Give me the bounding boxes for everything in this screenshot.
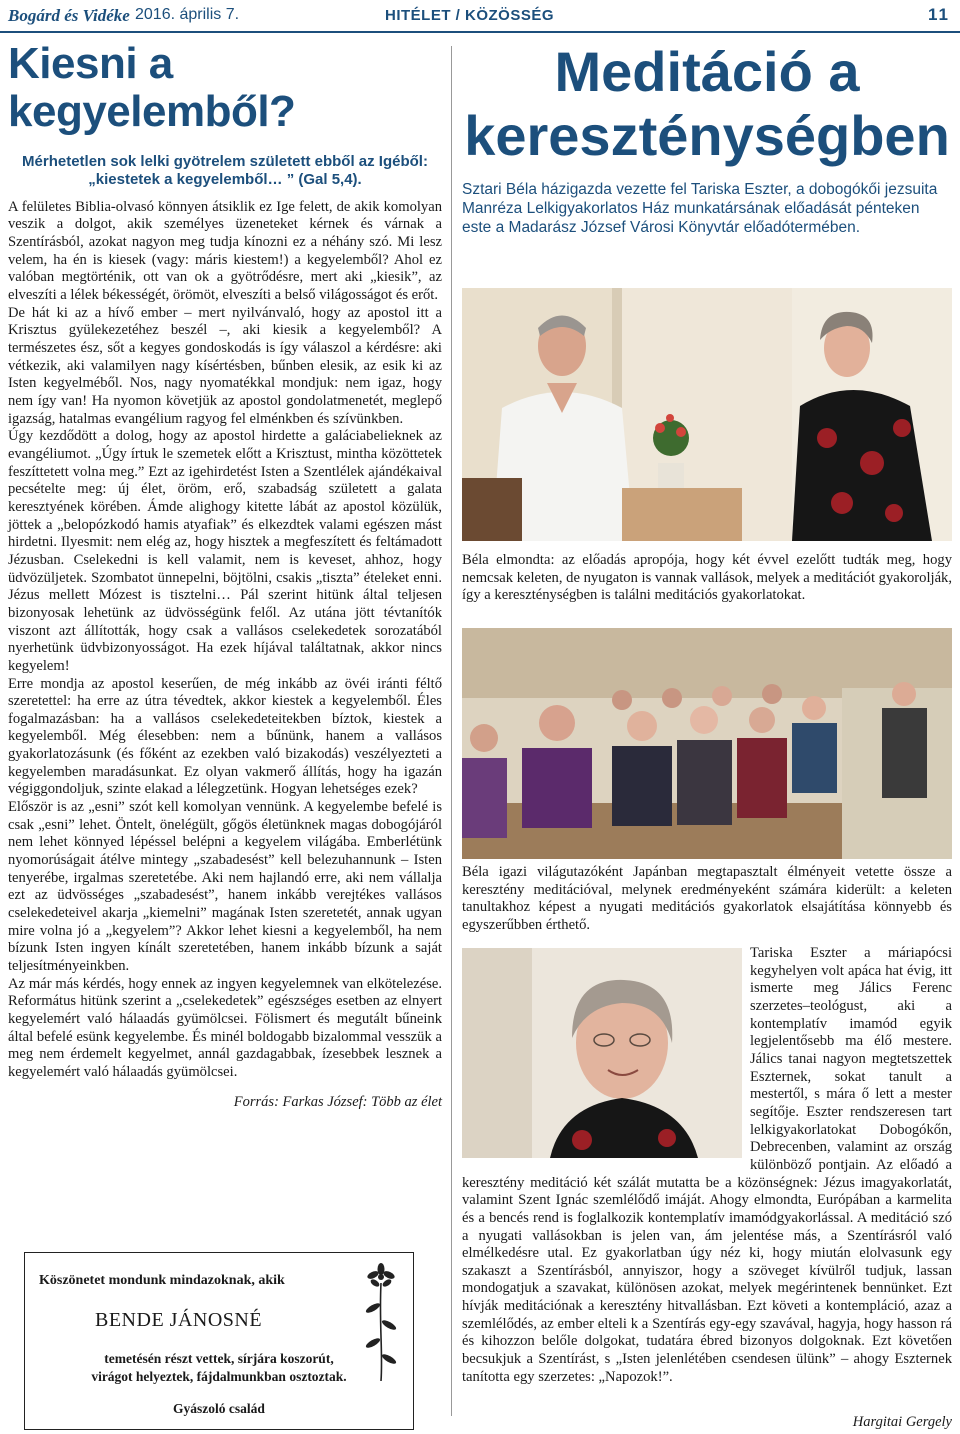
memorial-thanks-line: temetésén részt vettek, sírjára koszorút, — [104, 1351, 334, 1366]
issue-date: 2016. április 7. — [135, 6, 240, 23]
paragraph: Tariska Eszter a máriapócsi kegyhelyen volt apáca hat évig, itt ismerte meg Jálics Ferenc szerzetes–teológust, aki a kontemplatív imamód egyik legjelentősebb ma élő mestere. Jálics tanai nagyon megtetszettek Eszternek, sokat tanult a mestertől, s mára ő lett a mester segítője. Eszter rendszeresen tart lelkigyakorlatokat Dobogókőn, Debrecenben, valamint az ország különböző pontjain. Az előadó a keresztény meditáció két szálát mutatta be a közönségnek: Jézus imagyakorlatát, valamint Szent Ignác szemlélődő imáját. Ahogy elmondta, Európában a karmelita és a bencés rend is foglalkozik kontemplatív imamódgyakorlással. A meditáció szó a nyugati vallásokban is jelen van, ám jelentése más, a Szentírásról való elmélkedésre utal. Ez gyakorlatban úgy néz ki, hogy miután elolvasunk egy szakaszt a Szentírásból, annyiszor, hogy a szöveget kívülről tudjuk, lassan mondogatjuk a szavakat, különösen azokat, melyek megérintenek bennünket. Ezt hívják meditációnak a keresztény hitvallásban. Ezt követi a kontempláció, azaz a szemlélődés, az ember elteli k a Szentírás egy-egy szavával, hagyja, hogy hasson rá és kihozzon belőle dolgokat, tudatára ébred bizonyos dolgoknak. Ezt követően becsukjuk a Szentírást, s „Isten jelenlétében csendesen ülünk” – ahogy Eszternek tanította egy szerzetes: „Napozok!”. — [462, 945, 952, 1385]
paragraph: De hát ki az a hívő ember – mert nyilvánvaló, hogy az apostol itt a Krisztus gyülekezetéhez beszél –, aki kiesik a kegyelemből? A természetes ész, sőt a kegyes gondoskodás is így válaszol a kérdésre: aki vétkezik, aki valamilyen nagy kísértésben, bűnben elesik, az esik ki az Isten kegyelméből. Nos, nagy nyomatékkal mondjuk: nem igaz, hogy nem így van! Ha nyomon követjük az apostol gondolatmenetét, meglepő igazság, hatalmas evangélium ragyog fel elménkben és szívünkben. — [8, 304, 442, 427]
audience-photo — [462, 628, 952, 859]
left-article — [8, 40, 442, 1111]
memorial-thanks-line: virágot helyeztek, fájdalmunkban osztoztak. — [91, 1368, 347, 1384]
paragraph: A felületes Biblia-olvasó könnyen átsiklik ez Ige felett, de akik komolyan veszik a dolgot, akik személyes üzeneteket kérnek és várnak a Szentírásból, azokat nagyon meg tudja kínozni ez a néhány szó. Mi lesz velem, ha én is kiesek (vagy: máris kiestem!) a kegyelemből? Ahol ez valóban megtörténik, ott van ok a gyötrődésre, mert aki „kiesik”, az elveszíti a lélek békességét, örömöt, elveszíti a belső világosságot és erőt. — [8, 198, 442, 304]
right-article-header — [462, 40, 952, 238]
newspaper-name: Bogárd és Vidéke — [8, 6, 130, 25]
memorial-name: BENDE JÁNOSNÉ — [95, 1309, 263, 1331]
paragraph: Úgy kezdődött a dolog, hogy az apostol hirdette a galáciabelieknek az evangéliumot. „Úgy írtuk le szemetek előtt a Krisztust, mintha közöttetek feszíttetett volna meg.” Ezt az igehirdetést Isten a Szentlélek ajándékaival pecsételte meg: új élet, öröm, erő, szabadság született a galata keresztyének körében. Ámde alighogy kitette lábát az apostol közülük, jöttek a „belopózkodó hamis atyafiak” és elkezdtek valami egészen mást hirdetni. Ilyesmit: nem elég az, hogy hisztek a megfeszített és feltámadott Jézusban. Cselekedni is kell valamit, nem is keveset, ahhoz, hogy üdvözüljetek. Szombatot ünnepelni, böjtölni, csakis „tiszta” ételeket enni. Jézus mellett Mózest is tisztelni… Pál szerint hitünk által teljesen bizonyosak lehetünk az üdvösségünk felől. Az utána jött tévtanítók viszont azt állították, hogy csak a vallásos cselekedetek sorozatából nyerhetünk üdvbizonyosságot. Ha ezek híjával találtatnak, akkor nincs kegyelem! — [8, 428, 442, 674]
right-article-title — [462, 40, 952, 169]
photo-caption: Béla elmondta: az előadás apropója, hogy két évvel ezelőtt tudták meg, hogy nemcsak keleten, de nyugaton is vannak vallások, melyek a meditációt gyakorolják, így a kereszténységben is találni meditációs gyakorlatokat. — [462, 552, 952, 604]
paragraph: Az már más kérdés, hogy ennek az ingyen kegyelemnek van elkötelezése. Református hitünk szerint a „cselekedetek” egészséges esetben az elnyert kegyelemért való hálaadás gyümölcsei. Fölismert és megutált bűneink által befelé esünk kegyelembe. És minél boldogabb bizalommal vesszük a meg nem érdemelt kegyelmet, annál gazdagabbak, ízesebbek lesznek a kegyelemért való hálaadás gyümölcsei. — [8, 975, 442, 1080]
memorial-signature: Gyászoló család — [173, 1401, 265, 1416]
column-divider — [451, 46, 452, 1416]
right-article-lead: Sztari Béla házigazda vezette fel Tariska Eszter, a dobogókői jezsuita Manréza Lelkigyakorlatos Ház munkatársának előadását pénteken este a Madarász József Városi Könyvtár előadótermében. — [462, 180, 938, 236]
right-article-body — [462, 945, 952, 1386]
article-author: Hargitai Gergely — [852, 1414, 952, 1430]
section-label: HITÉLET / KÖZÖSSÉG — [385, 7, 555, 24]
paragraph: Először is az „esni” szót kell komolyan vennünk. A kegyelembe befelé is csak „esni” lehet. Öntelt, önelégült, gőgös életünknek magas dobogójáról nem lehet könnyed lépéssel belépni a kegyelem világába. Emberlétünk nyomorúságait átélve mintegy „szabadesést” kell belezuhannunk – Isten tenyerébe, irgalmas szeretetébe. Aki nem hajlandó erre, aki nem vállalja ezt az üdvösséges „szabadesést”, hanem inkább verejtékes vallásos cselekedeteivel akarja „kiemelni” magának Isten szeretetét, annak ugyan mire volna jó a „kegyelem”? Akkor lehet kiesni a kegyelemből, ha nem bízunk Isten ingyen kínált szeretetében, hanem inkább bízunk a saját teljesítményeinkben. — [8, 799, 442, 974]
page-number: 11 — [928, 5, 950, 24]
page-header — [0, 0, 960, 34]
memorial-thanks — [25, 1350, 413, 1385]
memorial-notice — [24, 1252, 414, 1430]
paragraph: Erre mondja az apostol keserűen, de még inkább az övéi iránti féltő szeretettel: ha erre az útra tévedtek, akkor kiestek a kegyelemből. Éles fogalmazásban: ha a vallásos cselekedeteitekben bíztok, kiestek a kegyelemből. Még élesebben: nem a bűnünk, hanem a vallásos gyakorlatozásunk (és főként az ezekben való bizakodás) veszélyezteti a kegyelemben maradásunkat. Ez olyan vakmerő állítás, hogy ha igazán végiggondoljuk, szinte elakad a lélegzetünk. Hogyan lehetséges ezek? — [8, 675, 442, 798]
article-source: Forrás: Farkas József: Több az élet — [233, 1093, 442, 1110]
title-line: kereszténységben — [464, 104, 950, 168]
portrait-spacer — [462, 945, 750, 1157]
left-article-lead: Mérhetetlen sok lelki gyötrelem született ebből az Igéből: „kiestetek a kegyelemből… ” (Gal 5,4). — [22, 152, 428, 188]
speakers-photo — [462, 288, 952, 541]
left-article-title: Kiesni a kegyelemből? — [8, 39, 296, 137]
photo-caption: Béla igazi világutazóként Japánban megtapasztalt élményeit vetette össze a keresztény meditációval, melynek eredményeként számára kiderült: a keleten tanultakhoz képest a nyugati meditációs gyakorlatok elsajátítása könnyebb és egyszerűbben érthető. — [462, 864, 952, 933]
title-line: Meditáció a — [554, 40, 860, 103]
header-rule — [0, 31, 960, 33]
flower-ornament-icon — [363, 1263, 399, 1383]
left-article-body — [8, 199, 442, 1082]
memorial-intro: Köszönetet mondunk mindazoknak, akik — [39, 1273, 285, 1288]
